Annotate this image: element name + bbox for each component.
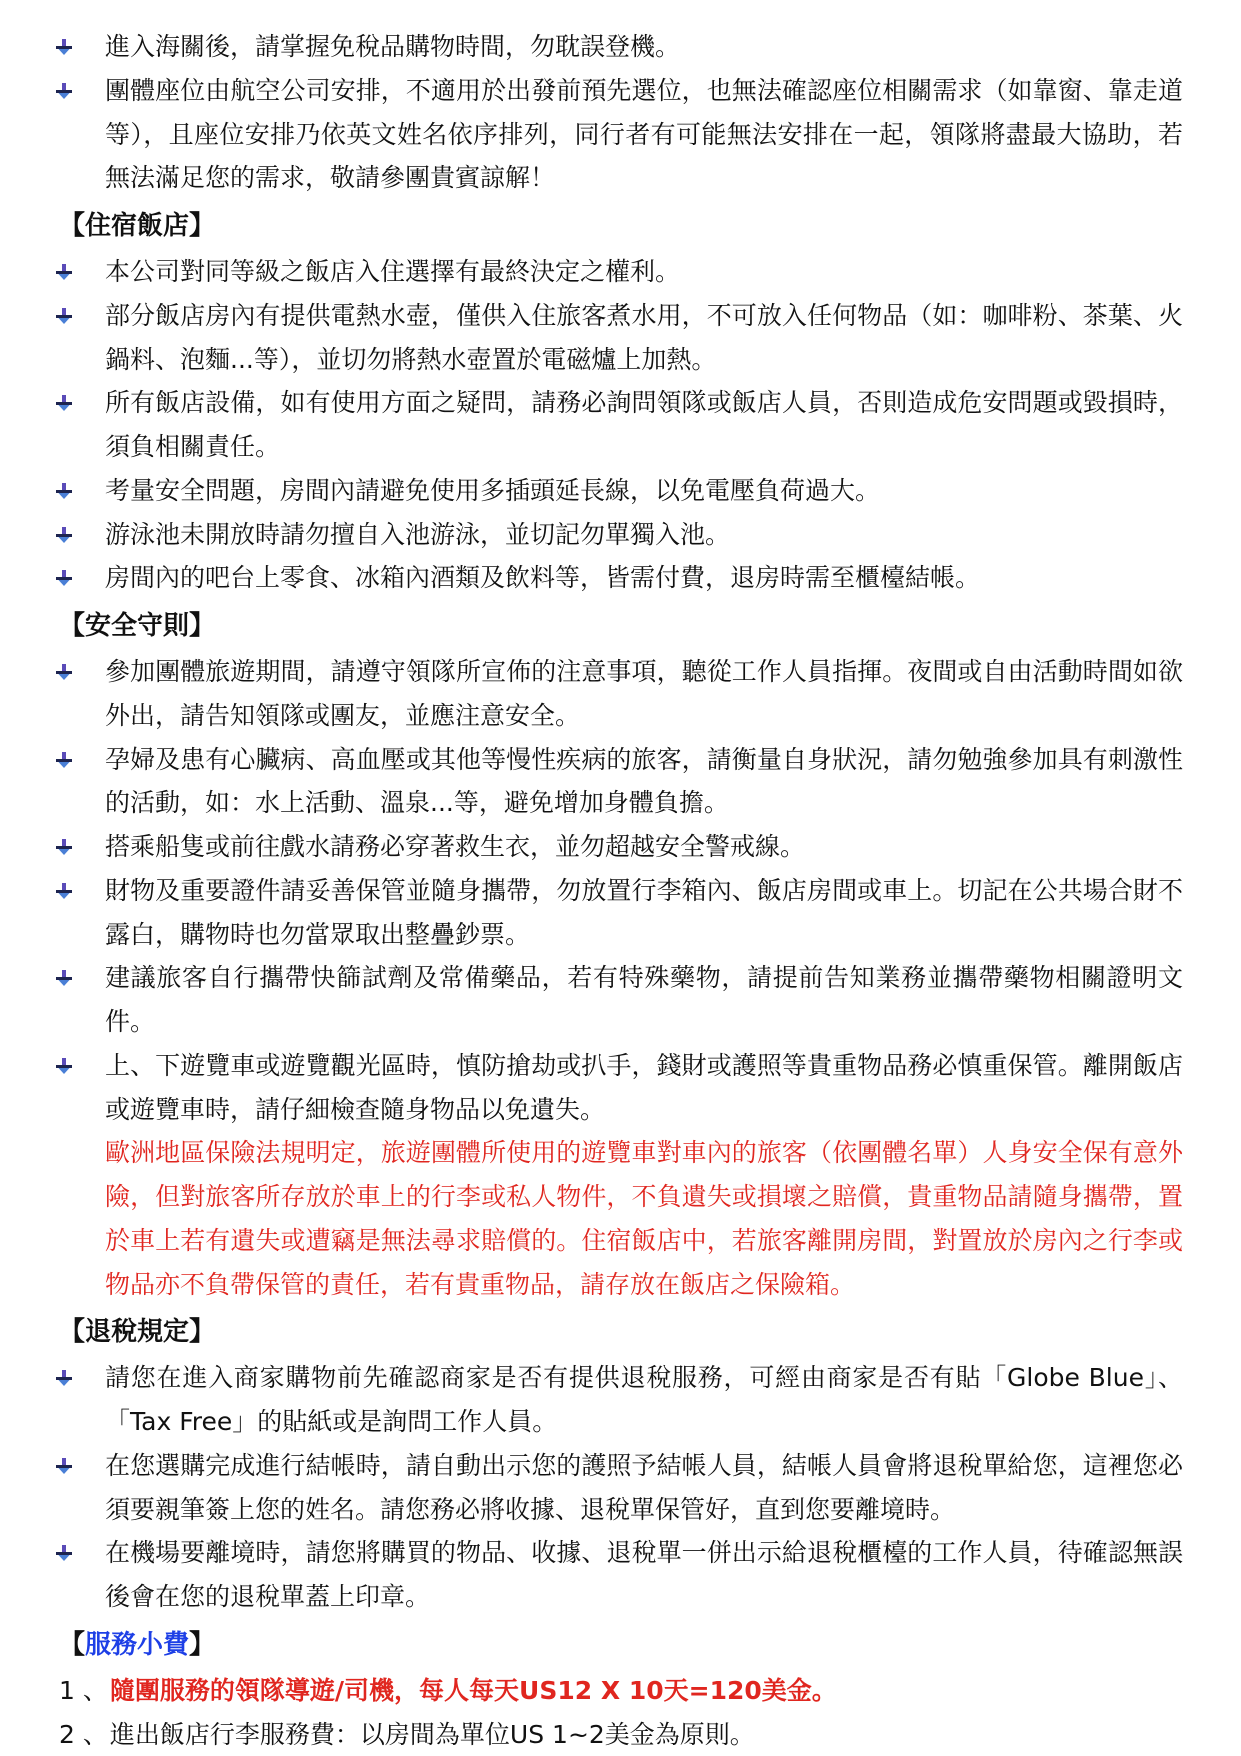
document-page [0,25,1241,1756]
heading-bracket-open: 【 [59,211,85,241]
heading-bracket-close: 】 [189,611,215,641]
seating-item [105,69,1183,200]
heading-bracket-open: 【 [59,1317,85,1347]
tax-refund-item [105,1531,1183,1619]
item-text: 在機場要離境時，請您將購買的物品、收據、退稅單一併出示給退稅櫃檯的工作人員，待確認無誤後會在您的退稅單蓋上印章。 [105,1531,1183,1619]
arrow-down-bullet-icon [56,1370,72,1386]
lodging-item [105,469,1183,513]
item-separator: 、 [83,1676,108,1705]
item-text: 進入海關後，請掌握免稅品購物時間，勿耽誤登機。 [105,25,1183,69]
heading-text: 服務小費 [85,1630,189,1660]
item-number: 1 [59,1676,75,1705]
heading-bracket-close: 】 [189,1630,215,1660]
lodging-item [105,294,1183,382]
arrow-down-bullet-icon [56,1458,72,1474]
item-text: 財物及重要證件請妥善保管並隨身攜帶，勿放置行李箱內、飯店房間或車上。切記在公共場合財不露白，購物時也勿當眾取出整疊鈔票。 [105,869,1183,957]
arrow-down-bullet-icon [56,883,72,899]
item-text: 團體座位由航空公司安排，不適用於出發前預先選位，也無法確認座位相關需求（如靠窗、靠走道等），且座位安排乃依英文姓名依序排列，同行者有可能無法安排在一起，領隊將盡最大協助，若無法滿足您的需求，敬請參團貴賓諒解！ [105,69,1183,200]
item-text: 本公司對同等級之飯店入住選擇有最終決定之權利。 [105,250,1183,294]
heading-text: 退稅規定 [85,1317,189,1347]
lodging-item [105,556,1183,600]
lodging-item [105,381,1183,469]
item-separator: 、 [83,1720,108,1749]
arrow-down-bullet-icon [56,1545,72,1561]
section-heading-lodging [59,202,1241,250]
safety-item [105,825,1183,869]
safety-item [105,1044,1183,1132]
arrow-down-bullet-icon [56,839,72,855]
tax-refund-item [105,1444,1183,1532]
heading-bracket-close: 】 [189,211,215,241]
item-number: 2 [59,1720,75,1749]
tax-refund-item [105,1356,1183,1444]
item-text: 部分飯店房內有提供電熱水壺，僅供入住旅客煮水用，不可放入任何物品（如：咖啡粉、茶葉、火鍋料、泡麵...等），並切勿將熱水壺置於電磁爐上加熱。 [105,294,1183,382]
arrow-down-bullet-icon [56,527,72,543]
item-text: 隨團服務的領隊導遊/司機，每人每天US12 X 10天=120美金。 [110,1676,837,1705]
safety-item [105,738,1183,826]
item-text: 游泳池未開放時請勿擅自入池游泳，並切記勿單獨入池。 [105,513,1183,557]
item-text: 考量安全問題，房間內請避免使用多插頭延長線，以免電壓負荷過大。 [105,469,1183,513]
arrow-down-bullet-icon [56,483,72,499]
tip-item-guide-driver [59,1669,1241,1713]
section-heading-tips [59,1621,1241,1669]
arrow-down-bullet-icon [56,970,72,986]
safety-item [105,956,1183,1044]
lodging-item [105,513,1183,557]
safety-item [105,650,1183,738]
arrow-down-bullet-icon [56,395,72,411]
safety-item [105,869,1183,957]
insurance-notice: 歐洲地區保險法規明定，旅遊團體所使用的遊覽車對車內的旅客（依團體名單）人身安全保有意外險，但對旅客所存放於車上的行李或私人物件，不負遺失或損壞之賠償，貴重物品請隨身攜帶，置於車上若有遺失或遭竊是無法尋求賠償的。住宿飯店中，若旅客離開房間，對置放於房內之行李或物品亦不負帶保管的責任，若有貴重物品，請存放在飯店之保險箱。 [105,1131,1183,1306]
item-text: 參加團體旅遊期間，請遵守領隊所宣佈的注意事項，聽從工作人員指揮。夜間或自由活動時間如欲外出，請告知領隊或團友，並應注意安全。 [105,650,1183,738]
tip-item-luggage [59,1713,1241,1756]
lodging-item [105,250,1183,294]
section-heading-tax-refund [59,1308,1241,1356]
arrow-down-bullet-icon [56,570,72,586]
heading-text: 住宿飯店 [85,211,189,241]
arrow-down-bullet-icon [56,308,72,324]
arrow-down-bullet-icon [56,83,72,99]
item-text: 建議旅客自行攜帶快篩試劑及常備藥品，若有特殊藥物，請提前告知業務並攜帶藥物相關證明文件。 [105,956,1183,1044]
customs-item [105,25,1183,69]
item-text: 搭乘船隻或前往戲水請務必穿著救生衣，並勿超越安全警戒線。 [105,825,1183,869]
arrow-down-bullet-icon [56,664,72,680]
item-text: 請您在進入商家購物前先確認商家是否有提供退稅服務，可經由商家是否有貼「Globe Blue」、「Tax Free」的貼紙或是詢問工作人員。 [105,1356,1183,1444]
heading-text: 安全守則 [85,611,189,641]
item-text: 在您選購完成進行結帳時，請自動出示您的護照予結帳人員，結帳人員會將退稅單給您，這裡您必須要親筆簽上您的姓名。請您務必將收據、退稅單保管好，直到您要離境時。 [105,1444,1183,1532]
item-text: 孕婦及患有心臟病、高血壓或其他等慢性疾病的旅客，請衡量自身狀況，請勿勉強參加具有刺激性的活動，如：水上活動、溫泉...等，避免增加身體負擔。 [105,738,1183,826]
heading-bracket-open: 【 [59,1630,85,1660]
item-text: 上、下遊覽車或遊覽觀光區時，慎防搶劫或扒手，錢財或護照等貴重物品務必慎重保管。離開飯店或遊覽車時，請仔細檢查隨身物品以免遺失。 [105,1044,1183,1132]
section-heading-safety [59,602,1241,650]
item-text: 所有飯店設備，如有使用方面之疑問，請務必詢問領隊或飯店人員，否則造成危安問題或毀損時，須負相關責任。 [105,381,1183,469]
arrow-down-bullet-icon [56,264,72,280]
heading-bracket-open: 【 [59,611,85,641]
arrow-down-bullet-icon [56,1058,72,1074]
arrow-down-bullet-icon [56,752,72,768]
item-text: 房間內的吧台上零食、冰箱內酒類及飲料等，皆需付費，退房時需至櫃檯結帳。 [105,556,1183,600]
heading-bracket-close: 】 [189,1317,215,1347]
item-text: 進出飯店行李服務費：以房間為單位US 1~2美金為原則。 [110,1720,755,1749]
arrow-down-bullet-icon [56,39,72,55]
